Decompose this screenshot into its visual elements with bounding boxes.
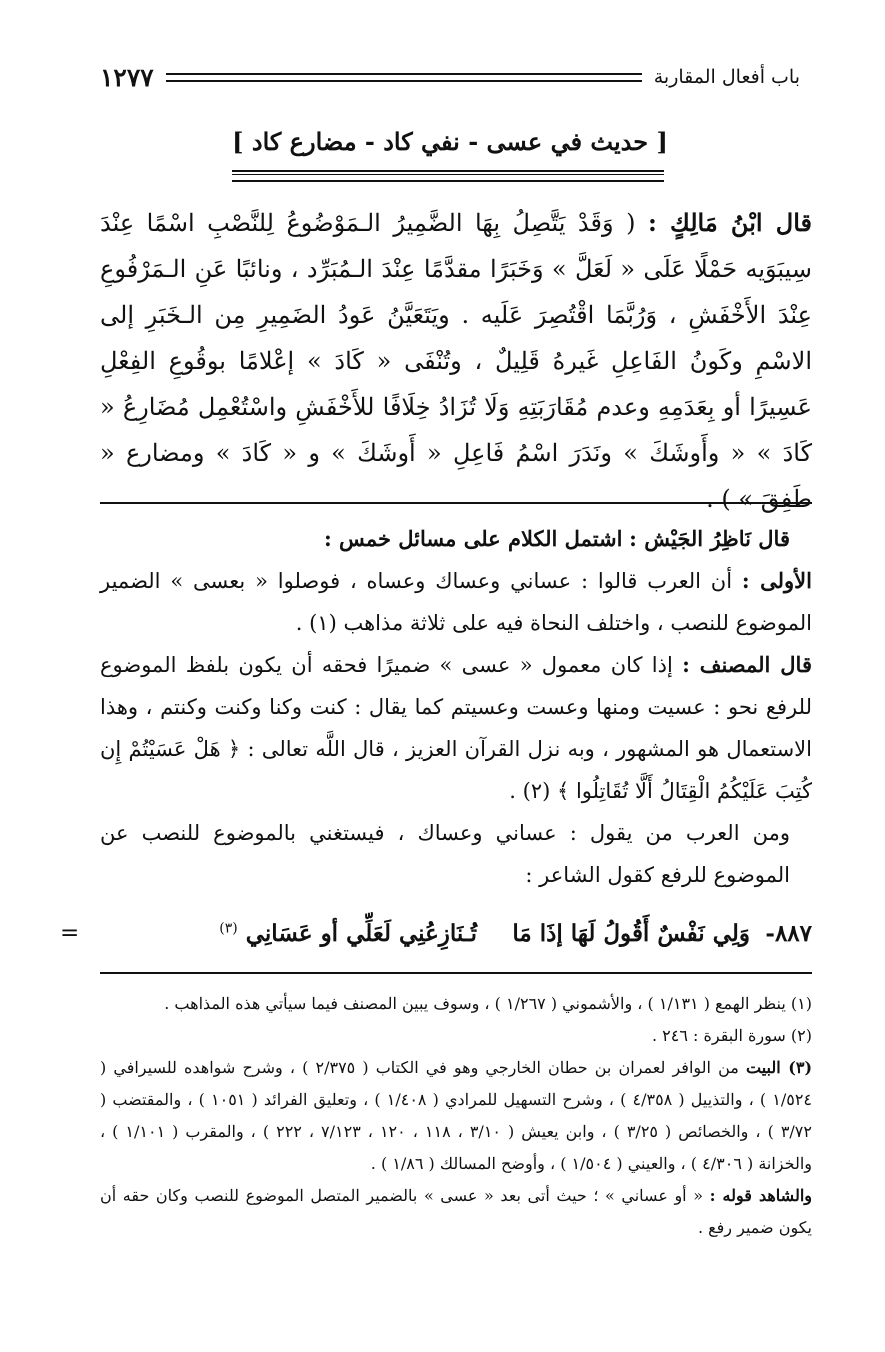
page-number: ١٢٧٧ (100, 62, 154, 92)
author-label: قال المصنف : (682, 652, 812, 677)
verse-footnote-ref: (٣) (219, 920, 238, 937)
arab-usage: ومن العرب من يقول : عساني وعساك ، فيستغني بالموضوع للنصب عن الموضوع للرفع كقول الشاعر : (100, 821, 790, 887)
witness-note (100, 1180, 812, 1244)
running-title: باب أفعال المقاربة (653, 66, 800, 88)
verse-number: ٨٨٧- (765, 920, 812, 947)
footnote-separator (100, 972, 812, 974)
first-issue (100, 560, 812, 644)
commentary-intro (100, 518, 812, 560)
verse-hemistich-2-wrap (219, 920, 477, 947)
commentary (100, 518, 812, 896)
author-text: إذا كان معمول « عسى » ضميرًا فحقه أن يكون بلفظ الموضوع للرفع نحو : عسيت ومنها وعست وعسيتم كما يقال : كنت وكنا وكنت وكنتم ، وهذا الاستعمال هو المشهور ، وبه نزل القرآن العزيز ، قال اللَّه تعالى : ﴿ هَلْ عَسَيْتُمْ إِن كُتِبَ عَلَيْكُمُ الْقِتَالُ أَلَّا تُقَاتِلُوا ﴾ (٢) . (100, 653, 812, 803)
footnote-2: (٢) سورة البقرة : ٢٤٦ . (651, 1026, 812, 1045)
section-heading: [ حديث في عسى - نفي كاد - مضارع كاد ] (232, 127, 668, 156)
footnote-3-label: (٣) البيت (745, 1058, 813, 1077)
matn-speaker: قال ابْنُ مَالِكٍ : (647, 208, 812, 237)
footnotes (100, 988, 812, 1244)
matn-paragraph (100, 200, 812, 522)
page-header (100, 62, 800, 92)
header-rule (166, 73, 642, 82)
commentary-intro-text: اشتمل الكلام على مسائل خمس : (323, 526, 623, 551)
witness-label: والشاهد قوله : (709, 1186, 813, 1205)
footnote-3-text: من الوافر لعمران بن حطان الخارجي وهو في الكتاب ( ٢/٣٧٥ ) ، وشرح شواهده للسيرافي ( ١/٥٢٤ ) ، والتذييل ( ٤/٣٥٨ ) ، وشرح التسهيل للمرادي ( ١/٤٠٨ ) ، وتعليق الفرائد ( ١٠٥١ ) ، والمقتضب ( ٣/٧٢ ) ، والخصائص ( ٣/٢٥ ) ، وابن يعيش ( ٣/١٠ ، ١١٨ ، ١٢٠ ، ٧/١٢٣ ، ٢٢٢ ) ، والمقرب ( ١/١٠١ ) ، والخزانة ( ٤/٣٠٦ ) ، والعيني ( ١/٥٠٤ ) ، وأوضح المسالك ( ١/٨٦ ) . (100, 1058, 813, 1173)
matn-text: ( وَقَدْ يَتَّصِلُ بِهَا الضَّمِيرُ الـمَوْضُوعُ لِلنَّصْبِ اسْمًا عِنْدَ سِيبَوَيه حَمْلًا عَلَى « لَعَلَّ » وَخَبَرًا مقدَّمًا عِنْدَ الـمُبَرِّد ، ونائبًا عَنِ الـمَرْفُوعِ عِنْدَ الأَخْفَشِ ، وَرُبَّمَا اقْتُصِرَ عَلَيه . ويَتَعَيَّنُ عَودُ الضَمِيرِ مِن الـخَبَرِ إلى الاسْمِ وكَونُ الفَاعِلِ غَيرهُ قَلِيلٌ ، وتُنْفَى « كَادَ » إعْلامًا بوقُوعِ الفِعْلِ عَسِيرًا أو بِعَدَمِهِ وعدم مُقَارَبَتِهِ وَلَا تُزَادُ خِلَافًا للأَخْفَشِ واسْتُعْمِل مُضَارِعُ « كَادَ » « وأَوشَكَ » ونَدَرَ اسْمُ فَاعِلِ « أَوشَكَ » و « كَادَ » ومضارع « طَفِقَ » ) . (100, 209, 812, 513)
verse-continuation-mark: = (60, 920, 80, 946)
footnote-3 (100, 1052, 812, 1180)
footnote-1: (١) ينظر الهمع ( ١/١٣١ ) ، والأشموني ( ١/٢٦٧ ) ، وسوف يبين المصنف فيما سيأتي هذه المذاهب . (164, 994, 812, 1013)
verse-hemistich-2: تُـنَازِعُنِي لَعَلِّي أو عَسَانِي (245, 920, 477, 947)
author-statement (100, 644, 812, 812)
verse-hemistich-1: وَلِي نَفْسٌ أَقُولُ لَهَا إذَا مَا (512, 920, 750, 947)
witness-text: « أو عساني » ؛ حيث أتى بعد « عسى » بالضمير المتصل الموضوع للنصب وكان حقه أن يكون ضمير رفع . (100, 1186, 812, 1237)
heading-rule (232, 170, 664, 182)
section-separator (100, 502, 812, 504)
first-issue-text: أن العرب قالوا : عساني وعساك وعساه ، فوصلوا « بعسى » الضمير الموضوع للنصب ، واختلف النحاة فيه على ثلاثة مذاهب (١) . (100, 569, 812, 635)
first-issue-label: الأولى : (741, 568, 812, 593)
commentary-speaker: قال نَاظِرُ الجَيْش : (629, 526, 790, 551)
poetry-verse (60, 916, 812, 962)
